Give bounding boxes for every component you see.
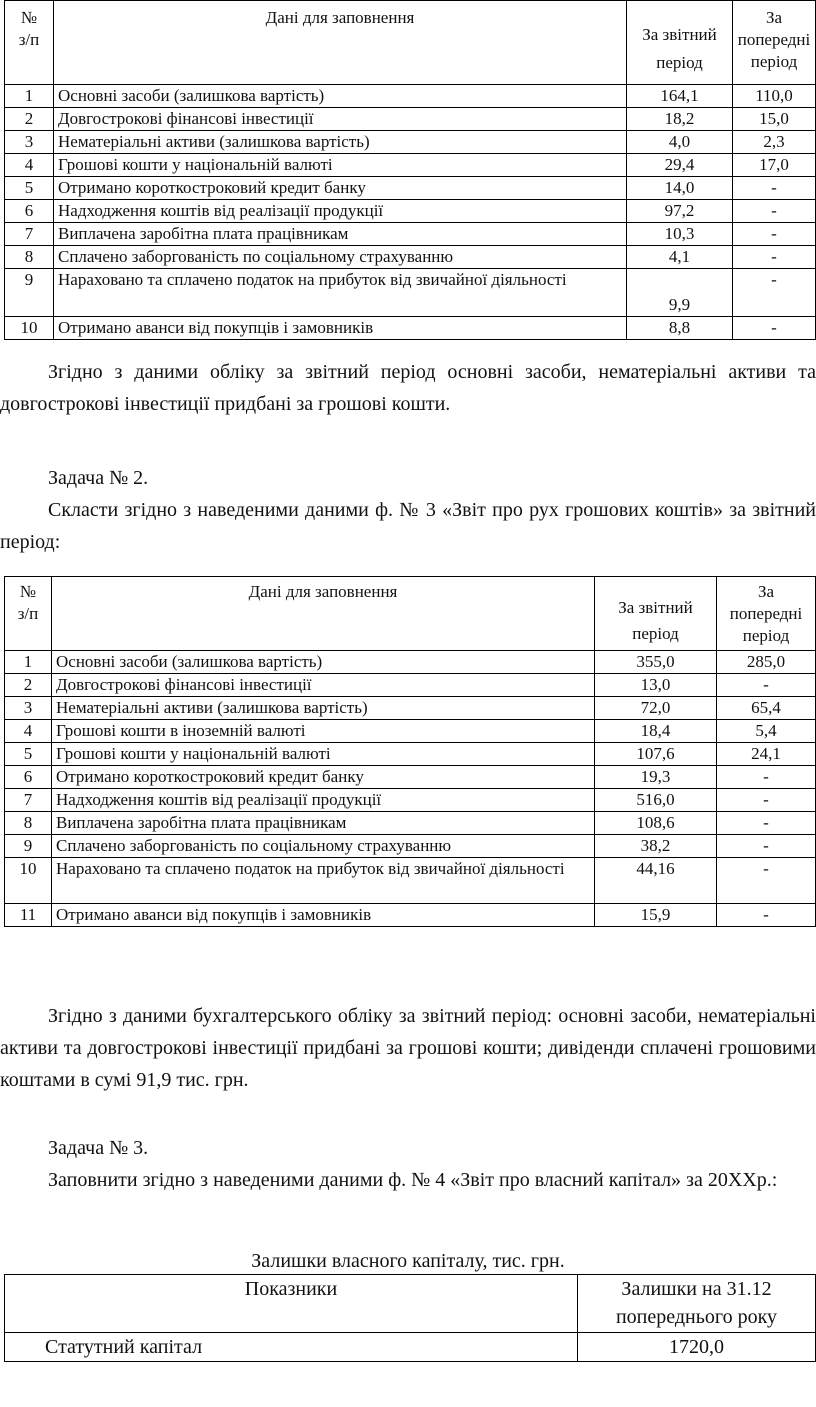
row-current: 107,6	[595, 743, 717, 766]
row-current: 516,0	[595, 789, 717, 812]
header-indicator: Показники	[5, 1275, 578, 1333]
row-name: Отримано короткостроковий кредит банку	[54, 177, 627, 200]
row-previous: 24,1	[717, 743, 816, 766]
row-name: Надходження коштів від реалізації продукції	[54, 200, 627, 223]
row-previous: 15,0	[733, 108, 816, 131]
row-previous: -	[733, 223, 816, 246]
row-num: 5	[5, 743, 52, 766]
table-row	[5, 177, 816, 200]
header-balance: Залишки на 31.12 попереднього року	[578, 1275, 816, 1333]
table-3	[4, 1274, 816, 1362]
row-num: 6	[5, 766, 52, 789]
row-current: 4,1	[627, 246, 733, 269]
table-row	[5, 835, 816, 858]
paragraph-1: Згідно з даними обліку за звітний період основні засоби, нематеріальні активи та довгострокові інвестиції придбані за грошові кошти.	[0, 361, 816, 415]
row-previous: -	[733, 177, 816, 200]
row-current: 13,0	[595, 674, 717, 697]
row-current: 18,4	[595, 720, 717, 743]
row-name: Надходження коштів від реалізації продукції	[52, 789, 595, 812]
row-num: 2	[5, 108, 54, 131]
row-current: 108,6	[595, 812, 717, 835]
row-num: 7	[5, 223, 54, 246]
row-previous: 110,0	[733, 85, 816, 108]
row-current: 8,8	[627, 317, 733, 340]
row-num: 7	[5, 789, 52, 812]
row-previous: -	[717, 789, 816, 812]
row-previous: 285,0	[717, 651, 816, 674]
table-row	[5, 697, 816, 720]
row-name: Отримано короткостроковий кредит банку	[52, 766, 595, 789]
row-num: 8	[5, 246, 54, 269]
row-name: Отримано аванси від покупців і замовників	[52, 904, 595, 927]
header-data: Дані для заповнення	[52, 577, 595, 651]
table-row	[5, 223, 816, 246]
row-previous: -	[733, 269, 816, 317]
row-num: 9	[5, 269, 54, 317]
row-num: 1	[5, 85, 54, 108]
row-current: 18,2	[627, 108, 733, 131]
table-row	[5, 674, 816, 697]
row-name: Нараховано та сплачено податок на прибуток від звичайної діяльності	[54, 269, 627, 317]
task-3-text: Заповнити згідно з наведеними даними ф. № 4 «Звіт про власний капітал» за 20ХХр.:	[48, 1169, 778, 1191]
table-row	[5, 85, 816, 108]
row-num: 9	[5, 835, 52, 858]
row-name: Нараховано та сплачено податок на прибуток від звичайної діяльності	[52, 858, 595, 904]
row-name: Грошові кошти в іноземній валюті	[52, 720, 595, 743]
row-num: 1	[5, 651, 52, 674]
row-current: 97,2	[627, 200, 733, 223]
row-previous: 65,4	[717, 697, 816, 720]
header-data: Дані для заповнення	[54, 1, 627, 85]
row-previous: -	[733, 317, 816, 340]
row-num: 10	[5, 317, 54, 340]
table-row	[5, 246, 816, 269]
table-row	[5, 812, 816, 835]
table-row	[5, 200, 816, 223]
row-name: Основні засоби (залишкова вартість)	[52, 651, 595, 674]
table-row	[5, 317, 816, 340]
row-current: 355,0	[595, 651, 717, 674]
table-row	[5, 904, 816, 927]
header-previous: За попередні період	[733, 1, 816, 85]
row-previous: -	[733, 200, 816, 223]
row-previous: -	[733, 246, 816, 269]
row-name: Грошові кошти у національній валюті	[52, 743, 595, 766]
row-current: 10,3	[627, 223, 733, 246]
row-name: Отримано аванси від покупців і замовників	[54, 317, 627, 340]
row-name: Виплачена заробітна плата працівникам	[54, 223, 627, 246]
row-name: Довгострокові фінансові інвестиції	[54, 108, 627, 131]
row-name: Сплачено заборгованість по соціальному страхуванню	[52, 835, 595, 858]
row-num: 4	[5, 720, 52, 743]
row-name: Основні засоби (залишкова вартість)	[54, 85, 627, 108]
row-current: 164,1	[627, 85, 733, 108]
row-previous: -	[717, 835, 816, 858]
row-name: Статутний капітал	[5, 1333, 578, 1362]
row-name: Довгострокові фінансові інвестиції	[52, 674, 595, 697]
table-2	[4, 576, 816, 927]
row-num: 3	[5, 131, 54, 154]
row-current: 15,9	[595, 904, 717, 927]
row-current: 38,2	[595, 835, 717, 858]
task-2-title: Задача № 2.	[48, 467, 149, 489]
row-current: 19,3	[595, 766, 717, 789]
table-row	[5, 131, 816, 154]
table-row	[5, 651, 816, 674]
row-previous: 5,4	[717, 720, 816, 743]
row-name: Нематеріальні активи (залишкова вартість)	[52, 697, 595, 720]
row-previous: -	[717, 904, 816, 927]
row-previous: 2,3	[733, 131, 816, 154]
row-previous: -	[717, 766, 816, 789]
row-current: 4,0	[627, 131, 733, 154]
row-num: 4	[5, 154, 54, 177]
row-name: Грошові кошти у національній валюті	[54, 154, 627, 177]
row-num: 3	[5, 697, 52, 720]
header-previous: За попередні період	[717, 577, 816, 651]
table-row	[5, 720, 816, 743]
header-num: № з/п	[5, 577, 52, 651]
task-3-title: Задача № 3.	[48, 1137, 149, 1159]
row-num: 6	[5, 200, 54, 223]
table-row	[5, 789, 816, 812]
row-previous: -	[717, 858, 816, 904]
table-row	[5, 108, 816, 131]
paragraph-2: Згідно з даними бухгалтерського обліку за звітний період: основні засоби, нематеріальні активи та довгострокові інвестиції придбані за грошові кошти; дивіденди сплачені грошовими коштами в сумі 91,9 тис. грн.	[0, 1005, 816, 1091]
table-row	[5, 858, 816, 904]
row-num: 5	[5, 177, 54, 200]
header-num: № з/п	[5, 1, 54, 85]
row-num: 2	[5, 674, 52, 697]
row-value: 1720,0	[578, 1333, 816, 1362]
row-previous: -	[717, 812, 816, 835]
table-row	[5, 766, 816, 789]
row-current: 44,16	[595, 858, 717, 904]
row-num: 10	[5, 858, 52, 904]
table-3-caption: Залишки власного капіталу, тис. грн.	[251, 1250, 565, 1272]
row-current: 9,9	[627, 269, 733, 317]
table-row	[5, 269, 816, 317]
header-current: За звітний період	[595, 577, 717, 651]
row-num: 11	[5, 904, 52, 927]
row-name: Виплачена заробітна плата працівникам	[52, 812, 595, 835]
task-2-text: Скласти згідно з наведеними даними ф. № 3 «Звіт про рух грошових коштів» за звітний період:	[0, 499, 816, 553]
table-1	[4, 0, 816, 340]
row-current: 29,4	[627, 154, 733, 177]
row-num: 8	[5, 812, 52, 835]
row-previous: -	[717, 674, 816, 697]
table-row	[5, 154, 816, 177]
row-current: 72,0	[595, 697, 717, 720]
row-current: 14,0	[627, 177, 733, 200]
table-row	[5, 743, 816, 766]
row-name: Нематеріальні активи (залишкова вартість)	[54, 131, 627, 154]
row-name: Сплачено заборгованість по соціальному страхуванню	[54, 246, 627, 269]
header-current: За звітний період	[627, 1, 733, 85]
row-previous: 17,0	[733, 154, 816, 177]
